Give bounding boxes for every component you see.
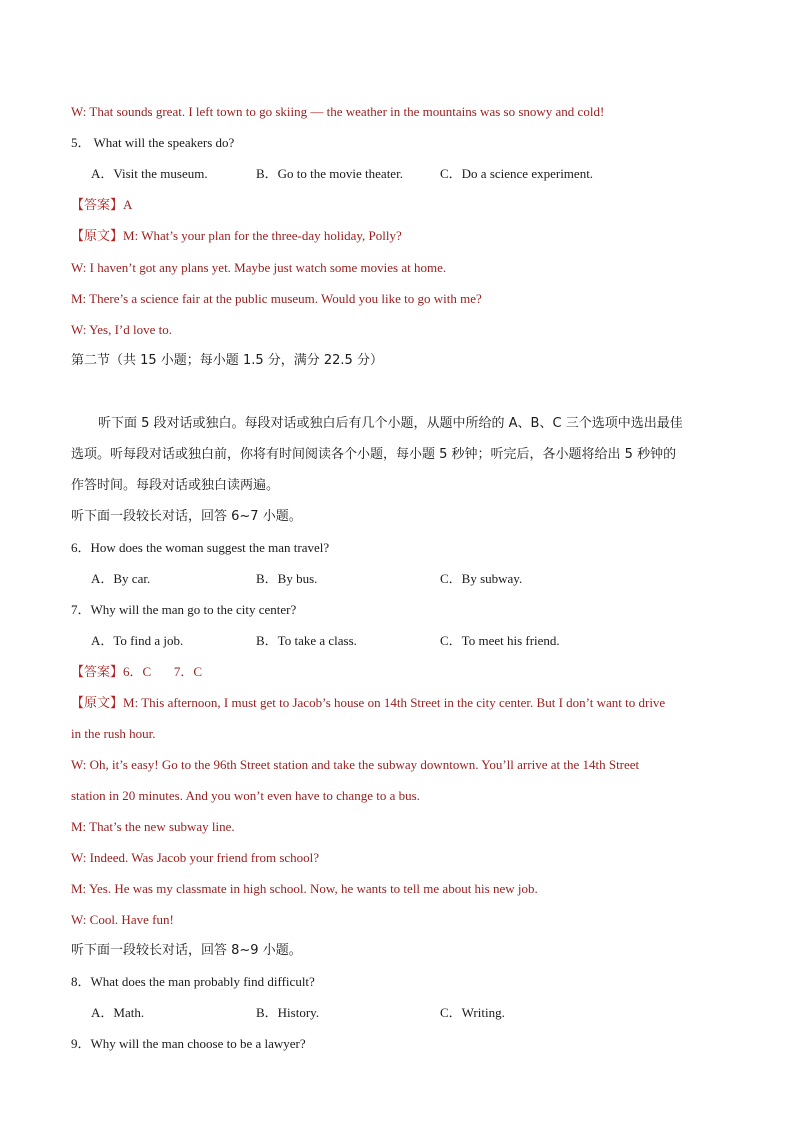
transcript-line: M: Yes. He was my classmate in high school. Now, he wants to tell me about his new job. [71, 881, 538, 896]
option-b: B．To take a class. [256, 633, 357, 648]
option-c: C．Writing. [440, 1005, 505, 1020]
question-5: 5． What will the speakers do? [71, 135, 235, 150]
transcript-line: W: That sounds great. I left town to go skiing — the weather in the mountains was so snowy and cold! [71, 104, 605, 119]
option-c: C．By subway. [440, 571, 523, 586]
option-b: B．Go to the movie theater. [256, 166, 403, 181]
section-lead: 听下面一段较长对话，回答 8~9 小题。 [71, 943, 302, 958]
answer-value: 6．C 7．C [123, 664, 203, 679]
question-8: 8．What does the man probably find difficult? [71, 974, 315, 989]
original-label: 【原文】 [71, 696, 124, 711]
instruction-line-2: 选项。听每段对话或独白前，你将有时间阅读各个小题，每小题 5 秒钟；听完后，各小题将给出 5 秒钟的 [71, 447, 677, 462]
option-a: A．Visit the museum. [91, 166, 208, 181]
question-6: 6．How does the woman suggest the man travel? [71, 540, 330, 555]
answer-value: A [123, 197, 133, 212]
transcript-line: W: Indeed. Was Jacob your friend from school? [71, 850, 320, 865]
option-a: A．To find a job. [91, 633, 184, 648]
transcript-line: W: Oh, it’s easy! Go to the 96th Street station and take the subway downtown. You’ll arrive at the 14th Street [71, 757, 640, 772]
transcript-line: W: I haven’t got any plans yet. Maybe just watch some movies at home. [71, 260, 447, 275]
option-b: B．By bus. [256, 571, 318, 586]
transcript-line: W: Yes, I’d love to. [71, 322, 172, 337]
answer-label: 【答案】 [71, 198, 124, 213]
transcript-line: M: What’s your plan for the three-day holiday, Polly? [123, 228, 402, 243]
transcript-line: W: Cool. Have fun! [71, 912, 174, 927]
option-b: B．History. [256, 1005, 320, 1020]
section-heading: 第二节（共 15 小题；每小题 1.5 分，满分 22.5 分） [71, 353, 383, 368]
instruction-line-1: 听下面 5 段对话或独白。每段对话或独白后有几个小题，从题中所给的 A、B、C 三个选项中选出最佳 [98, 416, 683, 431]
section-lead: 听下面一段较长对话，回答 6~7 小题。 [71, 509, 302, 524]
answer-label: 【答案】 [71, 665, 124, 680]
option-a: A．By car. [91, 571, 151, 586]
original-label: 【原文】 [71, 229, 124, 244]
answer-5 [71, 196, 132, 215]
option-c: C．To meet his friend. [440, 633, 560, 648]
transcript-line: M: That’s the new subway line. [71, 819, 235, 834]
question-9: 9．Why will the man choose to be a lawyer? [71, 1036, 306, 1051]
original-text-6-7 [71, 694, 665, 713]
original-text-5 [71, 227, 402, 246]
answer-6-7 [71, 663, 202, 682]
instruction-line-3: 作答时间。每段对话或独白读两遍。 [71, 478, 280, 493]
transcript-line: M: This afternoon, I must get to Jacob’s house on 14th Street in the city center. But I don’t want to drive [123, 695, 666, 710]
option-a: A．Math. [91, 1005, 145, 1020]
option-c: C．Do a science experiment. [440, 166, 594, 181]
transcript-line: M: There’s a science fair at the public museum. Would you like to go with me? [71, 291, 482, 306]
transcript-line: in the rush hour. [71, 726, 156, 741]
transcript-line: station in 20 minutes. And you won’t even have to change to a bus. [71, 788, 420, 803]
question-7: 7．Why will the man go to the city center? [71, 602, 297, 617]
